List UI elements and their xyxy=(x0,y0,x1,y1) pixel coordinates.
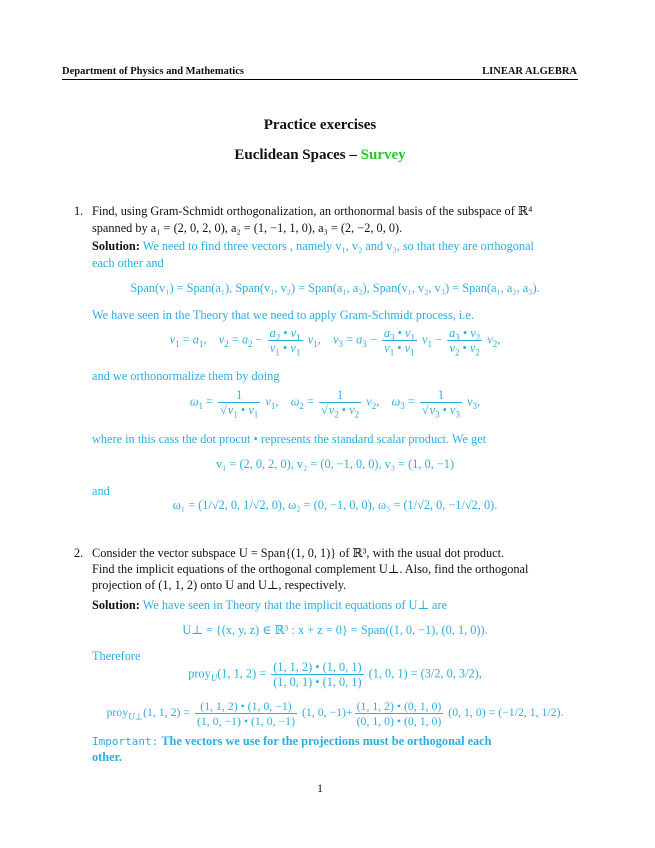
ex2-important-line-1 xyxy=(92,733,578,750)
page-number: 1 xyxy=(317,781,323,795)
page-title: Practice exercises xyxy=(263,117,377,133)
ex1-v-result: v₁ = (2, 0, 2, 0), v₂ = (0, −1, 0, 0), v₃ = (1, 0, −1) xyxy=(215,457,455,471)
ex1-w-result: ω₁ = (1/√2, 0, 1/√2, 0), ω₂ = (0, −1, 0, 0), ω₃ = (1/√2, 0, −1/√2, 0). xyxy=(172,498,498,512)
subtitle-main: Euclidean Spaces – xyxy=(234,147,361,163)
ex2-number: 2. xyxy=(74,546,84,560)
page-subtitle xyxy=(0,147,640,164)
header-department: Department of Physics and Mathematics xyxy=(62,66,244,77)
ex1-solution-line-2: each other and xyxy=(92,256,164,270)
ex2-proj-u-formula: proy$_U$(1, 1, 2) = $\frac{(1, 1, 2) • (1, 0, 1)}{(1, 0, 1) • (1, 0, 1)}$ (1, 0, 1) = (3/2, 0, 3/2), xyxy=(188,660,482,689)
ex1-span-equation: Span(v₁) = Span(a₁), Span(v₁, v₂) = Span(a₁, a₂), Span(v₁, v₂, v₃) = Span(a₁, a₂, a₃). xyxy=(130,281,540,295)
ex1-solution-line-1 xyxy=(92,238,578,255)
ex2-important-text-2: other. xyxy=(92,750,122,764)
ex2-solution-label: Solution: xyxy=(92,598,140,612)
ex1-normalize-formula: $\omega_1$ = $\frac{1}{√v_1 • v_1}$ $v_1$, $\omega_2$ = $\frac{1}{√v_2 • v_2}$ $v_2$, $\omega_3$ = $\frac{1}{√v_3 • v_3}$ $v_3$, xyxy=(189,388,481,420)
ex1-number: 1. xyxy=(74,204,84,218)
ex2-solution-text: We have seen in Theory that the implicit equations of U⊥ are xyxy=(142,598,448,612)
ex1-and-word: and xyxy=(92,484,110,498)
header-rule xyxy=(62,79,578,80)
ex2-statement-1: Consider the vector subspace U = Span{(1, 0, 1)} of ℝ³, with the usual dot product. xyxy=(92,546,505,560)
ex2-proj-uperp-formula: proy$_{U\perp}$(1, 1, 2) = $\frac{(1, 1, 2) • (1, 0, -1)}{(1, 0, -1) • (1, 0, -1)}$ (1, 0, −1)+ $\frac{(1, 1, 2) • (0, 1, 0)}{(0, 1, 0) • (0, 1, 0)}$ (0, 1, 0) = (−1/2, 1, 1/2). xyxy=(106,699,564,728)
ex2-therefore: Therefore xyxy=(92,649,141,663)
subtitle-accent: Survey xyxy=(360,147,406,163)
ex1-gram-schmidt-formula: $v_1 = a_1$, $v_2 = a_2$ − $\frac{a_2 • v_1}{v_1 • v_1}$ $v_1$, $v_3 = a_3$ − $\frac{a_3 • v_1}{v_1 • v_1}$ $v_1$ − $\frac{a_3 • v_2}{v_2 • v_2}$ $v_2$, xyxy=(169,326,501,358)
ex2-important-label: Important: xyxy=(92,735,159,748)
ex1-statement-1: Find, using Gram-Schmidt orthogonalization, an orthonormal basis of the subspace of ℝ⁴ xyxy=(92,204,533,218)
ex2-statement-3: projection of (1, 1, 2) onto U and U⊥, respectively. xyxy=(92,578,347,592)
ex1-statement-2: spanned by a₁ = (2, 0, 2, 0), a₂ = (1, −1, 1, 0), a₃ = (2, −2, 0, 0). xyxy=(92,221,403,235)
ex1-solution-text: We need to find three vectors , namely v₁, v₂ and v₃, so that they are orthogonal xyxy=(142,239,534,253)
header-course: LINEAR ALGEBRA xyxy=(482,66,577,77)
ex2-solution-line-1 xyxy=(92,597,578,614)
ex1-orthonormalize-line: and we orthonormalize them by doing xyxy=(92,369,280,383)
ex1-dot-line: where in this cass the dot procut • represents the standard scalar product. We get xyxy=(92,432,487,446)
ex2-uperp-equation: U⊥ = {(x, y, z) ∈ ℝ³ : x + z = 0} = Span((1, 0, −1), (0, 1, 0)). xyxy=(182,623,488,637)
ex2-important-text: The vectors we use for the projections must be orthogonal each xyxy=(161,734,492,748)
ex1-theory-line: We have seen in the Theory that we need to apply Gram-Schmidt process, i.e. xyxy=(92,308,474,322)
ex1-solution-label: Solution: xyxy=(92,239,140,253)
ex2-important-line-2 xyxy=(92,749,578,766)
ex2-statement-2: Find the implicit equations of the orthogonal complement U⊥. Also, find the orthogonal xyxy=(92,562,529,576)
